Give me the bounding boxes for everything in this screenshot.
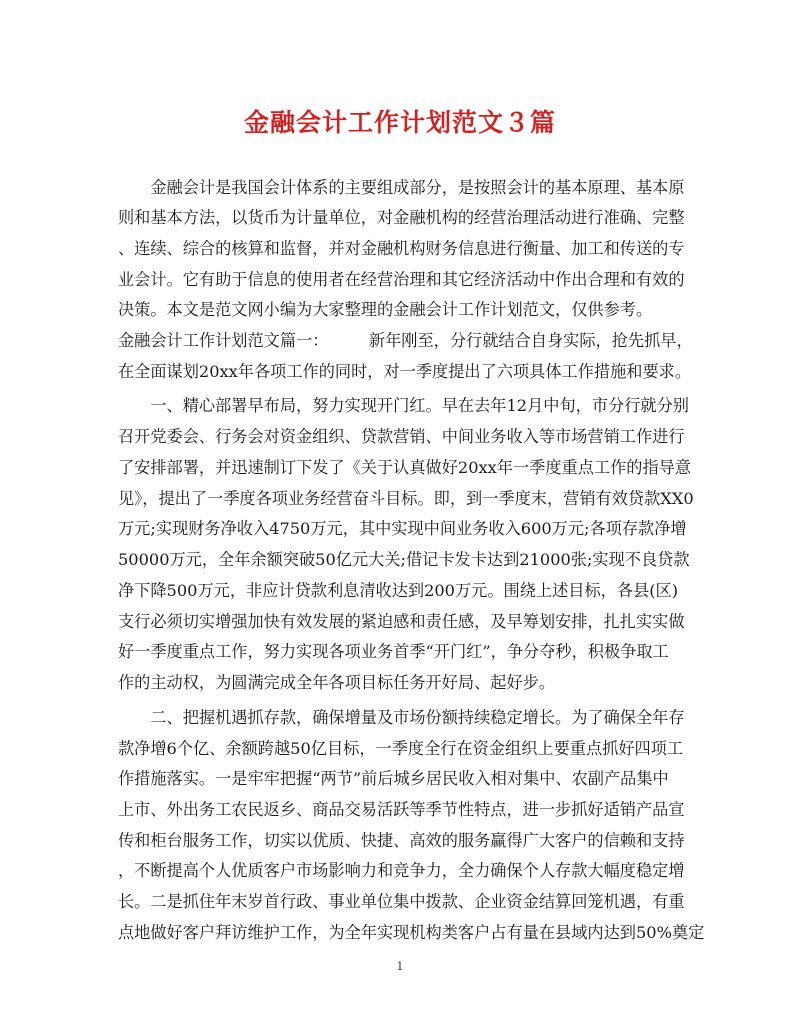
paragraph-line: 决策。本文是范文网小编为大家整理的金融会计工作计划范文，仅供参考。	[118, 300, 653, 319]
paragraph-line: 在全面谋划20xx年各项工作的同时，对一季度提出了六项具体工作措施和要求。	[118, 362, 692, 381]
paragraph-line: 50000万元，全年余额突破50亿元大关;借记卡发卡达到21000张;实现不良贷款	[118, 550, 690, 569]
paragraph-line: 金融会计工作计划范文篇一： 新年刚至，分行就结合自身实际，抢先抓早，	[118, 331, 693, 350]
paragraph-line: 万元;实现财务净收入4750万元，其中实现中间业务收入600万元;各项存款净增	[118, 519, 687, 538]
paragraph-line: 好一季度重点工作，努力实现各项业务首季“开门红”，争分夺秒，积极争取工	[118, 642, 669, 661]
paragraph-line: 作的主动权，为圆满完成全年各项目标任务开好局、起好步。	[118, 673, 556, 692]
paragraph-line: 一、精心部署早布局，努力实现开门红。早在去年12月中旬，市分行就分别	[118, 396, 689, 415]
paragraph-line: 则和基本方法，以货币为计量单位，对金融机构的经营治理活动进行准确、完整	[118, 208, 685, 227]
paragraph-line: 见》，提出了一季度各项业务经营奋斗目标。即，到一季度末，营销有效贷款XX0	[118, 489, 694, 508]
paragraph-line: 二、把握机遇抓存款，确保增量及市场份额持续稳定增长。为了确保全年存	[118, 708, 685, 727]
paragraph-line: 、连续、综合的核算和监督，并对金融机构财务信息进行衡量、加工和传送的专	[118, 239, 685, 258]
paragraph-line: 净下降500万元，非应计贷款利息清收达到200万元。围绕上述目标，各县(区)	[118, 581, 679, 600]
paragraph-line: 召开党委会、行务会对资金组织、贷款营销、中间业务收入等市场营销工作进行	[118, 427, 685, 446]
paragraph-line: 金融会计是我国会计体系的主要组成部分，是按照会计的基本原理、基本原	[118, 178, 685, 197]
paragraph-line: 业会计。它有助于信息的使用者在经营治理和其它经济活动中作出合理和有效的	[118, 270, 685, 289]
paragraph-line: 上市、外出务工农民返乡、商品交易活跃等季节性特点，进一步抓好适销产品宣	[118, 800, 685, 819]
page-number: 1	[396, 960, 404, 973]
paragraph-line: ，不断提高个人优质客户市场影响力和竞争力，全力确保个人存款大幅度稳定增	[118, 861, 685, 880]
paragraph-line: 点地做好客户拜访维护工作，为全年实现机构类客户占有量在县域内达到50%奠定	[118, 923, 705, 942]
paragraph-line: 款净增6个亿、余额跨越50亿目标，一季度全行在资金组织上要重点抓好四项工	[118, 739, 684, 758]
paragraph-line: 长。二是抓住年末岁首行政、事业单位集中拨款、企业资金结算回笼机遇，有重	[118, 892, 685, 911]
paragraph-line: 了安排部署，并迅速制订下发了《关于认真做好20xx年一季度重点工作的指导意	[118, 458, 692, 477]
paragraph-line: 支行必须切实增强加快有效发展的紧迫感和责任感，及早筹划安排，扎扎实实做	[118, 612, 685, 631]
document-title: 金融会计工作计划范文３篇	[243, 108, 556, 137]
paragraph-line: 作措施落实。一是牢牢把握“两节”前后城乡居民收入相对集中、农副产品集中	[118, 769, 669, 788]
paragraph-line: 传和柜台服务工作，切实以优质、快捷、高效的服务赢得广大客户的信赖和支持	[118, 831, 685, 850]
